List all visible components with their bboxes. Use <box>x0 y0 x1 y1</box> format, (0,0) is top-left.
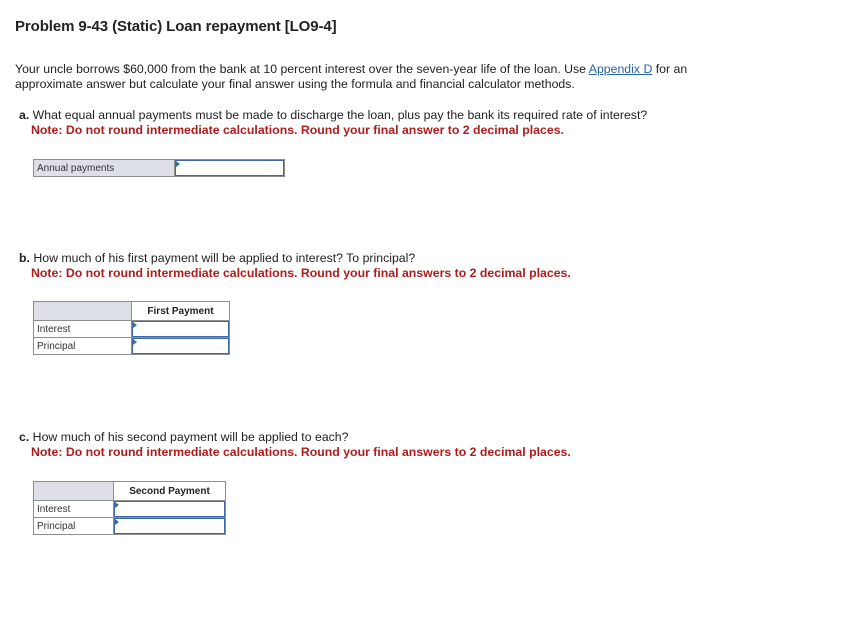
part-b-note: Note: Do not round intermediate calculations. Round your final answers to 2 decimal places. <box>31 266 571 280</box>
input-marker-icon <box>115 519 119 525</box>
part-c-note: Note: Do not round intermediate calculations. Round your final answers to 2 decimal places. <box>31 445 571 459</box>
part-c-table <box>33 481 226 535</box>
part-b-question <box>19 251 571 281</box>
part-c-text: How much of his second payment will be applied to each? <box>29 430 349 444</box>
part-c-letter: c. <box>19 430 30 444</box>
part-a-note: Note: Do not round intermediate calculations. Round your final answer to 2 decimal places. <box>31 123 564 137</box>
problem-title: Problem 9-43 (Static) Loan repayment [LO9-4] <box>15 18 337 35</box>
input-marker-icon <box>133 322 137 328</box>
intro-text-after: for an approximate answer but calculate your final answer using the formula and financial calculator methods. <box>15 62 688 91</box>
part-c-interest-label: Interest <box>34 501 114 518</box>
second-payment-principal-input[interactable] <box>114 518 225 534</box>
part-a-text: What equal annual payments must be made to discharge the loan, plus pay the bank its required rate of interest? <box>29 108 648 122</box>
intro-text-before: Your uncle borrows $60,000 from the bank at 10 percent interest over the seven-year life of the loan. Use <box>15 62 589 76</box>
second-payment-interest-input[interactable] <box>114 501 225 517</box>
second-payment-header: Second Payment <box>114 482 226 501</box>
appendix-d-link[interactable]: Appendix D <box>588 62 653 76</box>
annual-payments-cell <box>175 160 285 177</box>
annual-payments-input[interactable] <box>175 160 284 176</box>
part-b-interest-cell <box>132 321 230 338</box>
problem-intro <box>15 62 735 92</box>
first-payment-header: First Payment <box>132 302 230 321</box>
part-c-question <box>19 430 571 460</box>
part-b-interest-label: Interest <box>34 321 132 338</box>
input-marker-icon <box>115 502 119 508</box>
part-b-letter: b. <box>19 251 30 265</box>
annual-payments-label: Annual payments <box>34 160 175 177</box>
part-b-table <box>33 301 230 355</box>
part-a-letter: a. <box>19 108 30 122</box>
input-marker-icon <box>133 339 137 345</box>
first-payment-principal-input[interactable] <box>132 338 229 354</box>
first-payment-interest-input[interactable] <box>132 321 229 337</box>
part-c-interest-cell <box>114 501 226 518</box>
part-c-principal-label: Principal <box>34 518 114 535</box>
part-c-principal-cell <box>114 518 226 535</box>
part-a-table <box>33 159 285 177</box>
part-b-text: How much of his first payment will be applied to interest? To principal? <box>29 251 416 265</box>
part-b-principal-label: Principal <box>34 338 132 355</box>
part-b-principal-cell <box>132 338 230 355</box>
input-marker-icon <box>176 161 180 167</box>
part-c-corner-cell <box>34 482 114 501</box>
part-b-corner-cell <box>34 302 132 321</box>
part-a-question <box>19 108 647 138</box>
